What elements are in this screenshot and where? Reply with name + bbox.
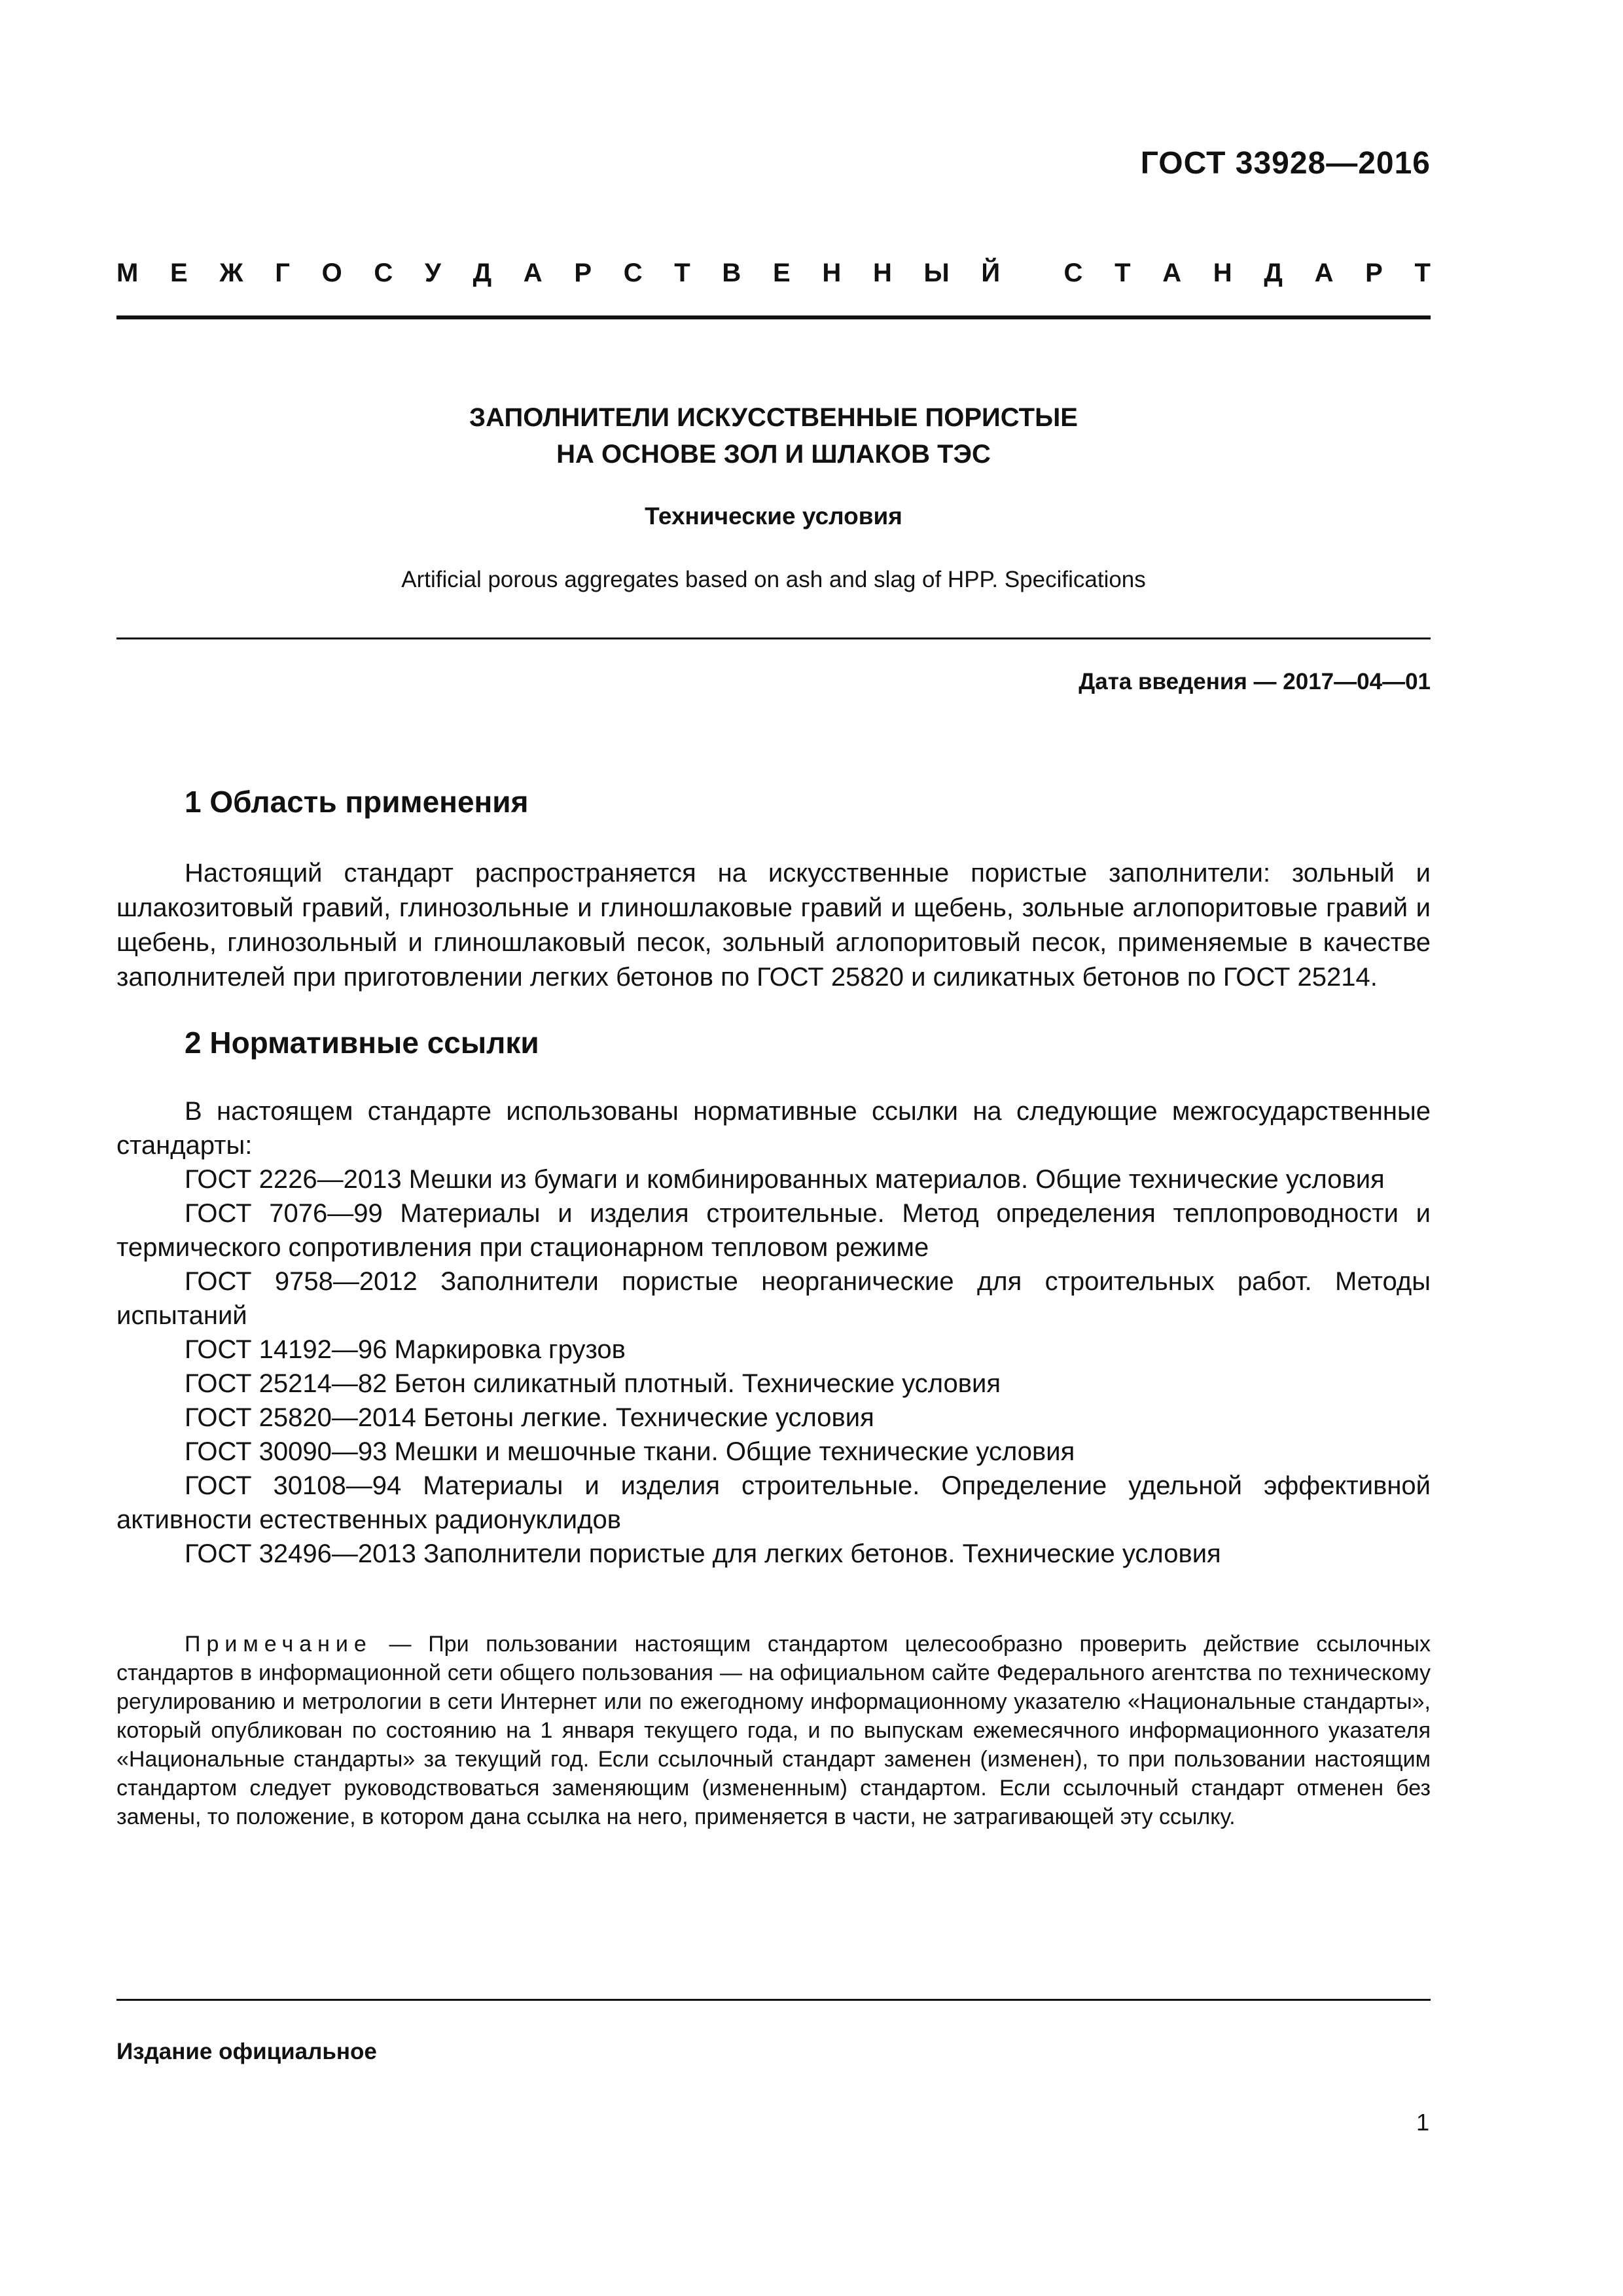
document-title (116, 399, 1431, 473)
note-paragraph (116, 1630, 1431, 1831)
banner-letter: А (523, 259, 543, 287)
reference-item: ГОСТ 25820—2014 Бетоны легкие. Технические условия (185, 1403, 874, 1432)
banner-letter: Т (674, 259, 690, 287)
banner-letter: Г (275, 259, 290, 287)
banner-letter: С (623, 259, 643, 287)
banner-letter: А (1162, 259, 1182, 287)
banner-letter: Н (822, 259, 842, 287)
reference-item: ГОСТ 30090—93 Мешки и мешочные ткани. Общие технические условия (185, 1437, 1075, 1466)
banner-letter: Е (170, 259, 188, 287)
reference-item: ГОСТ 32496—2013 Заполнители пористые для легких бетонов. Технические условия (185, 1539, 1221, 1568)
document-subtitle: Технические условия (645, 503, 902, 529)
banner-letter: Т (1414, 259, 1431, 287)
introduction-date: Дата введения — 2017—04—01 (1079, 669, 1431, 694)
reference-item: ГОСТ 7076—99 Материалы и изделия строительные. Метод определения теплопроводности и термического сопротивления при стационарном тепловом режиме (116, 1199, 1431, 1262)
reference-item: ГОСТ 2226—2013 Мешки из бумаги и комбинированных материалов. Общие технические условия (185, 1165, 1385, 1194)
note-label: Примечание (185, 1632, 372, 1657)
header-divider (116, 315, 1431, 319)
standard-number: ГОСТ 33928—2016 (1140, 146, 1431, 181)
banner-letter: Н (1213, 259, 1232, 287)
banner-letter: Н (872, 259, 892, 287)
reference-item: ГОСТ 30108—94 Материалы и изделия строительные. Определение удельной эффективной активности естественных радионуклидов (116, 1471, 1431, 1534)
banner-letter: В (722, 259, 741, 287)
banner-letter: С (1063, 259, 1083, 287)
banner-letter: Р (574, 259, 592, 287)
banner-letter: Е (773, 259, 791, 287)
section-2-heading: 2 Нормативные ссылки (185, 1026, 539, 1060)
banner-letter: Р (1365, 259, 1383, 287)
banner-letter: М (116, 259, 139, 287)
footer-divider (116, 1999, 1431, 2001)
reference-item: ГОСТ 25214—82 Бетон силикатный плотный. Технические условия (185, 1369, 1001, 1398)
references-block (116, 1094, 1431, 1571)
reference-item: ГОСТ 14192—96 Маркировка грузов (185, 1335, 626, 1364)
page-number: 1 (1416, 2109, 1429, 2136)
title-divider (116, 637, 1431, 639)
title-line-1: ЗАПОЛНИТЕЛИ ИСКУССТВЕННЫЕ ПОРИСТЫЕ (469, 403, 1078, 432)
references-intro: В настоящем стандарте использованы нормативные ссылки на следующие межгосударственные стандарты: (116, 1097, 1431, 1160)
section-1-heading: 1 Область применения (185, 785, 529, 819)
english-title: Artificial porous aggregates based on ash and slag of HPP. Specifications (401, 567, 1146, 592)
banner-letter: Д (473, 259, 492, 287)
note-text: — При пользовании настоящим стандартом целесообразно проверить действие ссылочных стандартов в информационной сети общего пользования — на официальном сайте Федерального агентства по техническому регулированию и метрологии в сети Интернет или по ежегодному информационному указателю «Национальные стандарты», который опубликован по состоянию на 1 января текущего года, и по выпускам ежемесячного информационного указателя «Национальные стандарты» за текущий год. Если ссылочный стандарт заменен (изменен), то при пользовании настоящим стандартом следует руководствоваться заменяющим (измененным) стандартом. Если ссылочный стандарт отменен без замены, то положение, в котором дана ссылка на него, применяется в части, не затрагивающей эту ссылку. (116, 1632, 1431, 1829)
reference-item: ГОСТ 9758—2012 Заполнители пористые неорганические для строительных работ. Методы испытаний (116, 1267, 1431, 1330)
banner-letter: Ж (219, 259, 243, 287)
banner-letter: Т (1115, 259, 1131, 287)
banner-letter: О (321, 259, 342, 287)
interstate-standard-banner (116, 259, 1431, 288)
official-edition-label: Издание официальное (116, 2039, 377, 2064)
banner-letter: Й (981, 259, 1001, 287)
banner-letter: А (1314, 259, 1334, 287)
banner-letter: Д (1264, 259, 1283, 287)
banner-letter: Ы (923, 259, 950, 287)
banner-letter: У (425, 259, 441, 287)
section-1-text: Настоящий стандарт распространяется на искусственные пористые заполнители: зольный и шлакозитовый гравий, глинозольные и глиношлаковые гравий и щебень, зольные аглопоритовые гравий и щебень, глинозольный и глиношлаковый песок, зольный аглопоритовый песок, применяемые в качестве заполнителей при приготовлении легких бетонов по ГОСТ 25820 и силикатных бетонов по ГОСТ 25214. (116, 859, 1431, 992)
banner-letter: С (374, 259, 393, 287)
title-line-2: НА ОСНОВЕ ЗОЛ И ШЛАКОВ ТЭС (556, 440, 991, 469)
